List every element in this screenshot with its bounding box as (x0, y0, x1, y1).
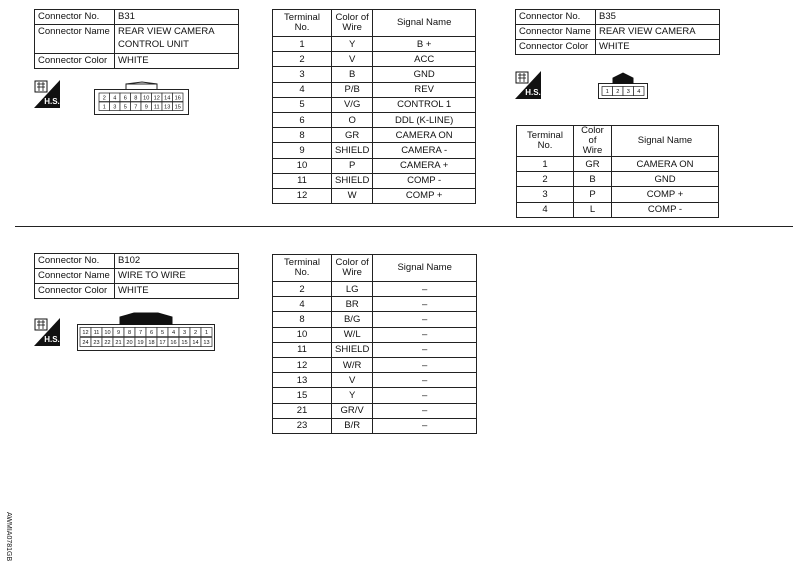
wire-color-cell: Y (332, 388, 373, 403)
harness-side-icon (515, 71, 541, 99)
connector-name-value: WIRE TO WIRE (115, 269, 239, 284)
pin-number: 9 (116, 330, 121, 337)
pin-number: 12 (153, 95, 160, 102)
pin-number: 10 (143, 95, 150, 102)
connector-info-b102 (34, 253, 239, 299)
wire-color-cell: GR (332, 128, 373, 143)
wire-color-cell: P/B (332, 82, 373, 97)
connector-color-label: Connector Color (35, 54, 115, 69)
pin-number: 15 (174, 104, 181, 111)
terminal-cell: 4 (273, 297, 332, 312)
signal-table-b35 (516, 125, 719, 218)
terminal-cell: 4 (273, 82, 332, 97)
signal-name-cell: GND (373, 67, 476, 82)
signal-name-cell: CAMERA ON (373, 128, 476, 143)
table-row (273, 388, 477, 403)
connector-no-value: B31 (115, 10, 239, 25)
wire-color-cell: SHIELD (332, 143, 373, 158)
signal-name-cell: COMP - (612, 202, 719, 217)
terminal-cell: 6 (273, 112, 332, 127)
wire-color-cell: P (574, 187, 612, 202)
terminal-no-header: Terminal No. (517, 126, 574, 157)
terminal-cell: 5 (273, 97, 332, 112)
signal-name-cell: CAMERA + (373, 158, 476, 173)
terminal-cell: 12 (273, 188, 332, 203)
table-row (273, 158, 476, 173)
terminal-cell: 12 (273, 357, 332, 372)
terminal-cell: 11 (273, 173, 332, 188)
terminal-cell: 3 (273, 67, 332, 82)
wire-color-cell: Y (332, 37, 373, 52)
pin-number: 3 (113, 104, 117, 111)
color-of-wire-header: Color of Wire (574, 126, 612, 157)
signal-name-cell: CAMERA ON (612, 157, 719, 172)
signal-name-cell: B + (373, 37, 476, 52)
svg-text:H.S.: H.S. (44, 97, 60, 106)
table-row (273, 418, 477, 433)
connector-face-b35 (598, 72, 648, 100)
signal-name-header: Signal Name (373, 255, 477, 282)
pin-number: 6 (123, 95, 127, 102)
table-row (273, 357, 477, 372)
pin-number: 1 (102, 104, 106, 111)
pin-number: 4 (171, 330, 176, 337)
pin-number: 11 (93, 330, 100, 337)
table-row (517, 172, 719, 187)
pin-number: 8 (127, 330, 132, 337)
terminal-cell: 2 (517, 172, 574, 187)
wire-color-cell: GR/V (332, 403, 373, 418)
table-row (273, 128, 476, 143)
wire-color-cell: O (332, 112, 373, 127)
signal-name-cell: CONTROL 1 (373, 97, 476, 112)
connector-color-value: WHITE (115, 284, 239, 299)
color-of-wire-header: Color of Wire (332, 10, 373, 37)
signal-name-cell: – (373, 282, 477, 297)
pin-number: 14 (192, 340, 199, 347)
signal-name-header: Signal Name (612, 126, 719, 157)
pin-number: 13 (164, 104, 171, 111)
table-row (273, 282, 477, 297)
pin-number: 5 (123, 104, 127, 111)
signal-table-b31 (272, 9, 476, 204)
terminal-cell: 2 (273, 52, 332, 67)
pin-number: 24 (82, 340, 89, 347)
pin-number: 4 (637, 89, 641, 96)
signal-name-cell: – (373, 403, 477, 418)
pin-number: 21 (115, 340, 122, 347)
pin-number: 6 (149, 330, 154, 337)
signal-name-cell: COMP + (612, 187, 719, 202)
pin-number: 2 (102, 95, 106, 102)
pin-number: 1 (605, 89, 609, 96)
pin-number: 17 (159, 340, 166, 347)
table-row (273, 188, 476, 203)
wire-color-cell: GR (574, 157, 612, 172)
terminal-cell: 15 (273, 388, 332, 403)
connector-no-value: B102 (115, 254, 239, 269)
terminal-no-header: Terminal No. (273, 10, 332, 37)
connector-name-value: REAR VIEW CAMERA CONTROL UNIT (115, 25, 239, 54)
connector-no-label: Connector No. (35, 254, 115, 269)
pin-number: 1 (204, 330, 209, 337)
terminal-cell: 23 (273, 418, 332, 433)
terminal-cell: 9 (273, 143, 332, 158)
terminal-cell: 10 (273, 158, 332, 173)
signal-name-cell: – (373, 312, 477, 327)
table-row (517, 202, 719, 217)
signal-name-cell: – (373, 388, 477, 403)
wire-color-cell: B (332, 67, 373, 82)
pin-number: 3 (626, 89, 630, 96)
terminal-cell: 13 (273, 373, 332, 388)
connector-color-value: WHITE (115, 54, 239, 69)
table-row (273, 342, 477, 357)
terminal-cell: 8 (273, 312, 332, 327)
wire-color-cell: LG (332, 282, 373, 297)
signal-name-cell: DDL (K-LINE) (373, 112, 476, 127)
connector-face-b102 (77, 312, 215, 352)
connector-no-value: B35 (596, 10, 720, 25)
connector-no-label: Connector No. (35, 10, 115, 25)
connector-name-label: Connector Name (35, 269, 115, 284)
wire-color-cell: V (332, 52, 373, 67)
table-row (273, 403, 477, 418)
table-row (273, 67, 476, 82)
wire-color-cell: SHIELD (332, 342, 373, 357)
pin-number: 14 (164, 95, 171, 102)
connector-name-label: Connector Name (35, 25, 115, 54)
table-row (273, 312, 477, 327)
wire-color-cell: B/G (332, 312, 373, 327)
signal-name-cell: COMP + (373, 188, 476, 203)
table-row (517, 187, 719, 202)
pin-number: 15 (181, 340, 188, 347)
pin-number: 10 (104, 330, 111, 337)
connector-color-value: WHITE (596, 40, 720, 55)
pin-number: 3 (182, 330, 187, 337)
table-row (273, 373, 477, 388)
connector-info-b31 (34, 9, 239, 69)
table-row (273, 327, 477, 342)
table-row (273, 37, 476, 52)
table-row (273, 97, 476, 112)
section-divider (15, 226, 793, 227)
wire-color-cell: W/R (332, 357, 373, 372)
wire-color-cell: W (332, 188, 373, 203)
pin-number: 13 (203, 340, 210, 347)
color-of-wire-header: Color of Wire (332, 255, 373, 282)
pin-number: 18 (148, 340, 155, 347)
pin-number: 2 (193, 330, 198, 337)
signal-name-cell: – (373, 373, 477, 388)
signal-name-cell: – (373, 357, 477, 372)
connector-name-label: Connector Name (516, 25, 596, 40)
signal-name-cell: – (373, 418, 477, 433)
signal-name-header: Signal Name (373, 10, 476, 37)
terminal-cell: 3 (517, 187, 574, 202)
signal-name-cell: – (373, 342, 477, 357)
signal-name-cell: COMP - (373, 173, 476, 188)
pin-number: 7 (138, 330, 143, 337)
wire-color-cell: P (332, 158, 373, 173)
table-row (517, 157, 719, 172)
terminal-cell: 2 (273, 282, 332, 297)
pin-number: 22 (104, 340, 111, 347)
terminal-cell: 10 (273, 327, 332, 342)
wire-color-cell: B/R (332, 418, 373, 433)
terminal-no-header: Terminal No. (273, 255, 332, 282)
pin-number: 16 (174, 95, 181, 102)
wire-color-cell: L (574, 202, 612, 217)
pin-number: 4 (113, 95, 117, 102)
terminal-cell: 11 (273, 342, 332, 357)
signal-name-cell: GND (612, 172, 719, 187)
connector-info-b35 (515, 9, 720, 55)
terminal-cell: 4 (517, 202, 574, 217)
table-row (273, 52, 476, 67)
svg-text:H.S.: H.S. (525, 88, 541, 97)
connector-color-label: Connector Color (35, 284, 115, 299)
pin-number: 8 (134, 95, 138, 102)
svg-text:H.S.: H.S. (44, 335, 60, 344)
wire-color-cell: SHIELD (332, 173, 373, 188)
table-row (273, 82, 476, 97)
pin-number: 9 (144, 104, 148, 111)
signal-name-cell: ACC (373, 52, 476, 67)
pin-number: 5 (160, 330, 165, 337)
wire-color-cell: W/L (332, 327, 373, 342)
connector-name-value: REAR VIEW CAMERA (596, 25, 720, 40)
wire-color-cell: BR (332, 297, 373, 312)
terminal-cell: 1 (517, 157, 574, 172)
pin-number: 20 (126, 340, 133, 347)
pin-number: 7 (134, 104, 138, 111)
harness-side-icon (34, 80, 60, 108)
harness-side-icon (34, 318, 60, 346)
signal-name-cell: – (373, 327, 477, 342)
pin-number: 19 (137, 340, 144, 347)
connector-no-label: Connector No. (516, 10, 596, 25)
terminal-cell: 8 (273, 128, 332, 143)
table-row (273, 173, 476, 188)
pin-number: 23 (93, 340, 100, 347)
connector-face-b31 (94, 81, 189, 115)
terminal-cell: 21 (273, 403, 332, 418)
pin-number: 2 (616, 89, 620, 96)
wire-color-cell: V (332, 373, 373, 388)
wire-color-cell: B (574, 172, 612, 187)
table-row (273, 297, 477, 312)
figure-id: AWMIA0781GB (5, 512, 12, 562)
signal-name-cell: CAMERA - (373, 143, 476, 158)
pin-number: 11 (153, 104, 160, 111)
pin-number: 12 (82, 330, 89, 337)
table-row (273, 143, 476, 158)
connector-color-label: Connector Color (516, 40, 596, 55)
signal-name-cell: – (373, 297, 477, 312)
terminal-cell: 1 (273, 37, 332, 52)
table-row (273, 112, 476, 127)
signal-name-cell: REV (373, 82, 476, 97)
signal-table-b102 (272, 254, 477, 434)
wire-color-cell: V/G (332, 97, 373, 112)
pin-number: 16 (170, 340, 177, 347)
